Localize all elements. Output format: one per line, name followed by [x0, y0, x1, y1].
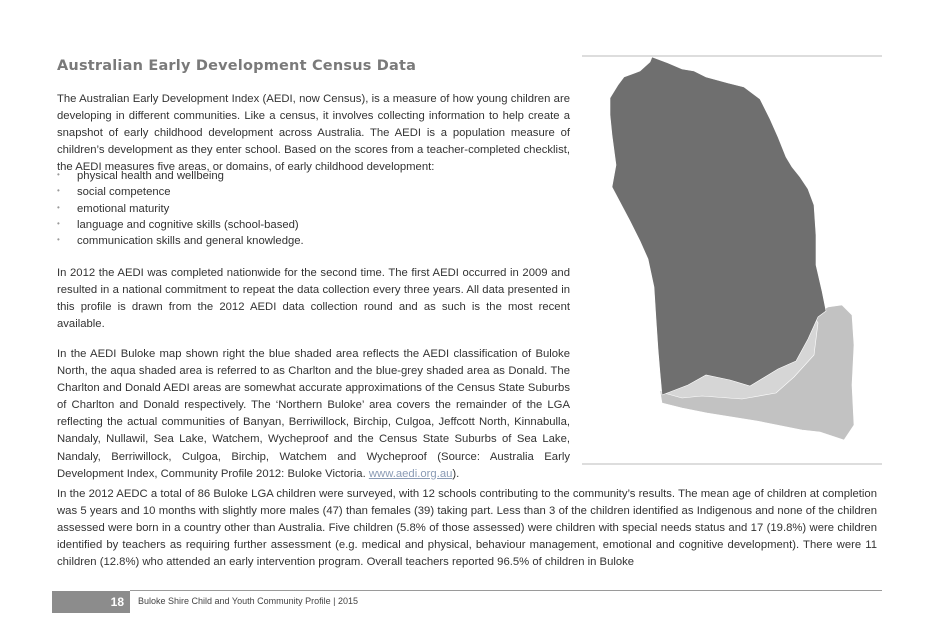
domains-list [57, 168, 304, 249]
source-close: ). [452, 467, 460, 480]
map-description-paragraph [57, 346, 570, 483]
footer-divider [130, 590, 882, 591]
page-number: 18 [110, 595, 124, 609]
domain-item: • social competence [57, 184, 304, 200]
intro-paragraph: The Australian Early Development Index (AEDI, now Census), is a measure of how young children are developing in different communities. Like a census, it involves collecting information to help create a snapshot of early childhood development across Australia. The AEDI is a population measure of children’s development as they enter school. Based on the scores from a teacher-completed checklist, the AEDI measures five areas, or domains, of early childhood development: [57, 93, 570, 174]
census-results-paragraph: In the 2012 AEDC a total of 86 Buloke LGA children were surveyed, with 12 schools contributing to the community’s results. The mean age of children at completion was 5 years and 10 months with slightly more males (47) than females (39) taking part. Less than 3 of the children identified as Indigenous and none of the children assessed were born in a country other than Australia. Five children (5.8% of those assessed) were children with special needs status and 17 (19.8%) were children identified by teachers as requiring further assessment (e.g. medical and physical, behaviour management, emotional and cognitive development). There were 11 children (12.8%) who attended an early intervention program. Overall teachers reported 96.5% of children in Buloke [57, 488, 877, 569]
history-paragraph: In 2012 the AEDI was completed nationwide for the second time. The first AEDI occurred in 2009 and resulted in a national commitment to repeat the data collection every three years. All data presented in this profile is drawn from the 2012 AEDI data collection round and as such is the most recent available. [57, 267, 570, 331]
domain-item: • language and cognitive skills (school-based) [57, 217, 304, 233]
map-area-buloke-north [610, 57, 826, 395]
map-description-text: In the AEDI Buloke map shown right the blue shaded area reflects the AEDI classification of Buloke North, the aqua shaded area is referred to as Charlton and the blue-grey shaded area as Donald. The Charlton and Donald AEDI areas are somewhat accurate approximations of the Census State Suburbs of Charlton and Donald respectively. The ‘Northern Buloke’ area covers the remainder of the LGA reflecting the actual communities of Banyan, Berriwillock, Birchip, Culgoa, Jeffcott North, Kinnabulla, Nandaly, Nullawil, Sea Lake, Watchem, Wycheproof and the Census State Suburbs of Sea Lake, Nandaly, Berriwillock, Culgoa, Birchip, Watchem and Wycheproof (Source: Australia Early Development Index, Community Profile 2012: Buloke Victoria. [57, 348, 570, 480]
source-link[interactable]: www.aedi.org.au [368, 467, 453, 480]
domain-item: • physical health and wellbeing [57, 168, 304, 184]
buloke-aedi-map [582, 55, 882, 465]
footer-text: Buloke Shire Child and Youth Community Profile | 2015 [138, 596, 358, 606]
domain-item: • communication skills and general knowledge. [57, 233, 304, 249]
domain-item: • emotional maturity [57, 201, 304, 217]
page-title: Australian Early Development Census Data [57, 58, 417, 74]
